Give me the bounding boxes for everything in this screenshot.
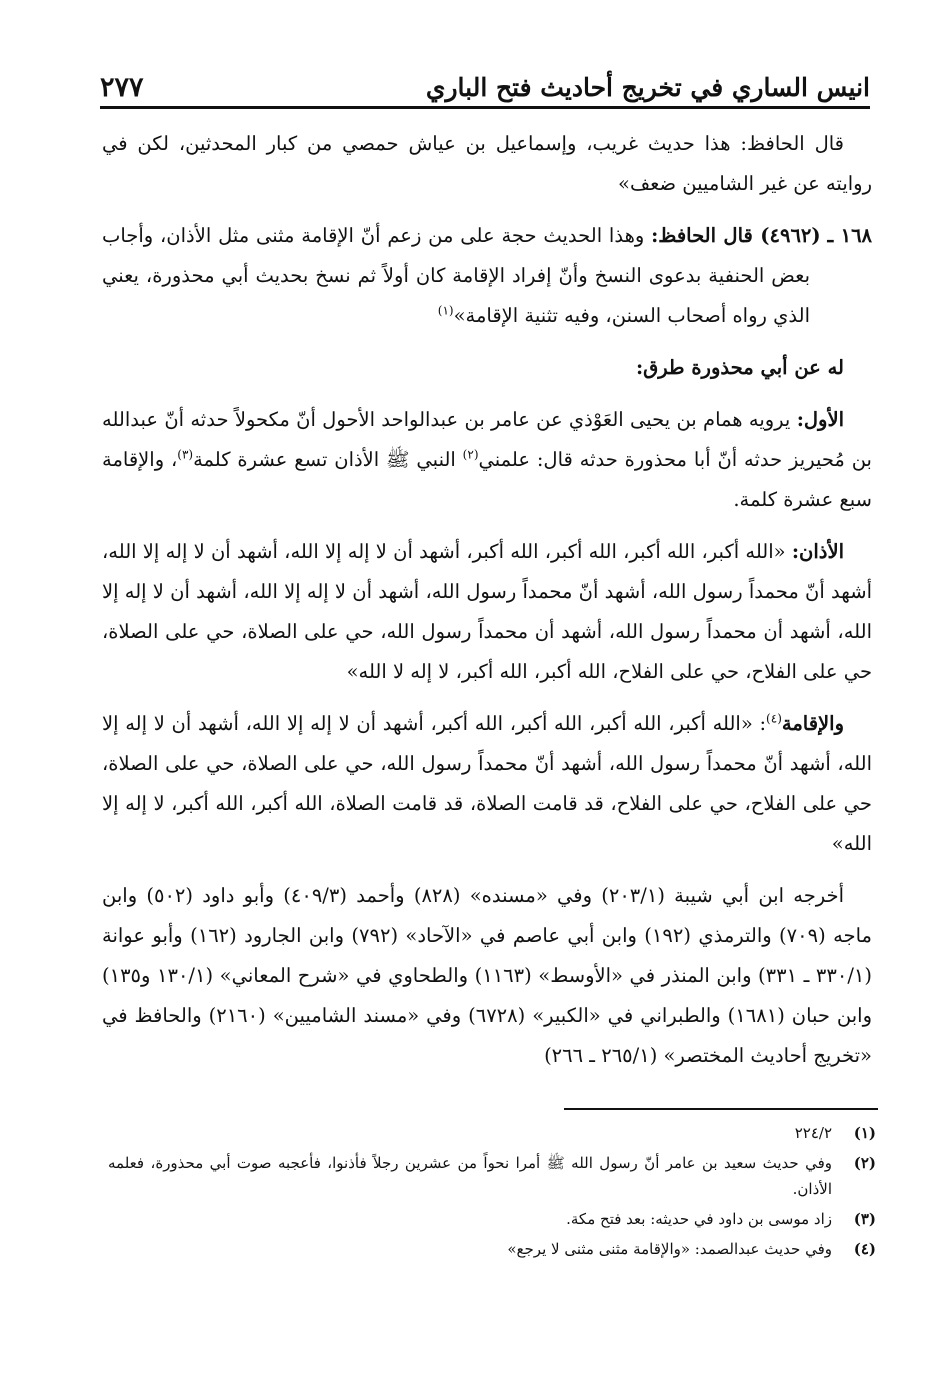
iqama-paragraph	[102, 704, 872, 864]
iqama-text: : «الله أكبر، الله أكبر، الله أكبر، الله أكبر، أشهد أن لا إله إلا الله، أشهد أن لا إله إلا الله، أشهد أنّ محمداً رسول الله، أشهد أنّ محمداً رسول الله، حي على الصلاة، حي على الصلاة، حي على الفلاح، حي على الفلاح، قد قامت الصلاة، قد قامت الصلاة، الله أكبر، الله أكبر، لا إله إلا الله»	[102, 712, 872, 855]
iqama-label: والإقامة	[781, 712, 844, 735]
entry-number: ١٦٨ ـ	[827, 224, 873, 247]
takhrij-paragraph: أخرجه ابن أبي شيبة (٢٠٣/١) وفي «مسنده» (٨٢٨) وأحمد (٤٠٩/٣) وأبو داود (٥٠٢) وابن ماجه (٧٠٩) والترمذي (١٩٢) وابن أبي عاصم في «الآحاد» (٧٩٢) وابن الجارود (١٦٢) وأبو عوانة (٣٣٠/١ ـ ٣٣١) وابن المنذر في «الأوسط» (١١٦٣) والطحاوي في «شرح المعاني» (١٣٠/١ و١٣٥) وابن حبان (١٦٨١) والطبراني في «الكبير» (٦٧٢٨) وفي «مسند الشاميين» (٢١٦٠) والحافظ في «تخريج أحاديث المختصر» (٢٦٥/١ ـ ٢٦٦)	[102, 884, 873, 1067]
first-route-label: الأول:	[796, 408, 845, 431]
entry-text: وهذا الحديث حجة على من زعم أنّ الإقامة مثنى مثل الأذان، وأجاب بعض الحنفية بدعوى النسخ وأنّ إفراد الإقامة كان أولاً ثم نسخ بحديث أبي محذورة، يعني الذي رواه أصحاب السنن، وفيه تثنية الإقامة»	[102, 224, 810, 327]
footnotes	[108, 1120, 876, 1266]
book-title: انيس الساري في تخريج أحاديث فتح الباري	[425, 73, 870, 102]
footnote-number: (٣)	[853, 1210, 876, 1228]
page-number: ٢٧٧	[100, 72, 144, 103]
adhan-paragraph	[102, 532, 872, 692]
footnote-ref-3: (٣)	[177, 447, 194, 462]
adhan-label: الأذان:	[791, 540, 845, 563]
footnote-ref-1: (١)	[437, 303, 454, 318]
footnote	[108, 1236, 876, 1262]
running-header	[100, 62, 870, 109]
footnote-text: وفي حديث سعيد بن عامر أنّ رسول الله ﷺ أمرا نحواً من عشرين رجلاً فأذنوا، فأعجبه صوت أبي محذورة، فعلمه الأذان.	[108, 1154, 832, 1198]
first-route-text-b: النبي ﷺ الأذان تسع عشرة كلمة	[193, 448, 456, 471]
main-text	[102, 124, 872, 1088]
footnote	[108, 1150, 876, 1202]
footnote-text: وفي حديث عبدالصمد: «والإقامة مثنى مثنى لا يرجع»	[507, 1240, 832, 1258]
section-heading: له عن أبي محذورة طرق:	[635, 356, 844, 379]
first-route-text-a: يرويه همام بن يحيى العَوْذي عن عامر بن عبدالواحد الأحول أنّ مكحولاً حدثه أنّ عبدالله بن مُحيريز حدثه أنّ أبا محذورة حدثه قال: علمني	[102, 408, 872, 471]
first-route-text-c: ، والإقامة سبع عشرة كلمة.	[102, 448, 872, 511]
first-route-paragraph	[102, 400, 872, 520]
adhan-text: «الله أكبر، الله أكبر، الله أكبر، الله أكبر، أشهد أن لا إله إلا الله، أشهد أن لا إله إلا الله، أشهد أنّ محمداً رسول الله، أشهد أنّ محمداً رسول الله، أشهد أن لا إله إلا الله، أشهد أن لا إله إلا الله، أشهد أن محمداً رسول الله، أشهد أن محمداً رسول الله، حي على الصلاة، حي على الصلاة، حي على الفلاح، حي على الفلاح، الله أكبر، الله أكبر، لا إله لا الله»	[102, 540, 872, 683]
entry-reference: (٤٩٦٢) قال الحافظ:	[651, 224, 821, 247]
footnote-separator	[564, 1108, 878, 1110]
footnote-ref-2: (٢)	[462, 447, 479, 462]
quote-paragraph: قال الحافظ: هذا حديث غريب، وإسماعيل بن عياش حمصي من كبار المحدثين، لكن في روايته عن غير الشاميين ضعف»	[102, 132, 872, 195]
footnote	[108, 1120, 876, 1146]
footnote	[108, 1206, 876, 1232]
footnote-text: ٢٢٤/٢	[794, 1124, 832, 1142]
footnote-number: (٢)	[853, 1154, 876, 1172]
hadith-entry	[102, 216, 872, 336]
footnote-number: (٤)	[853, 1240, 876, 1258]
footnote-ref-4: (٤)	[766, 711, 782, 726]
footnote-text: زاد موسى بن داود في حديثه: بعد فتح مكة.	[566, 1210, 832, 1228]
footnote-number: (١)	[853, 1124, 876, 1142]
